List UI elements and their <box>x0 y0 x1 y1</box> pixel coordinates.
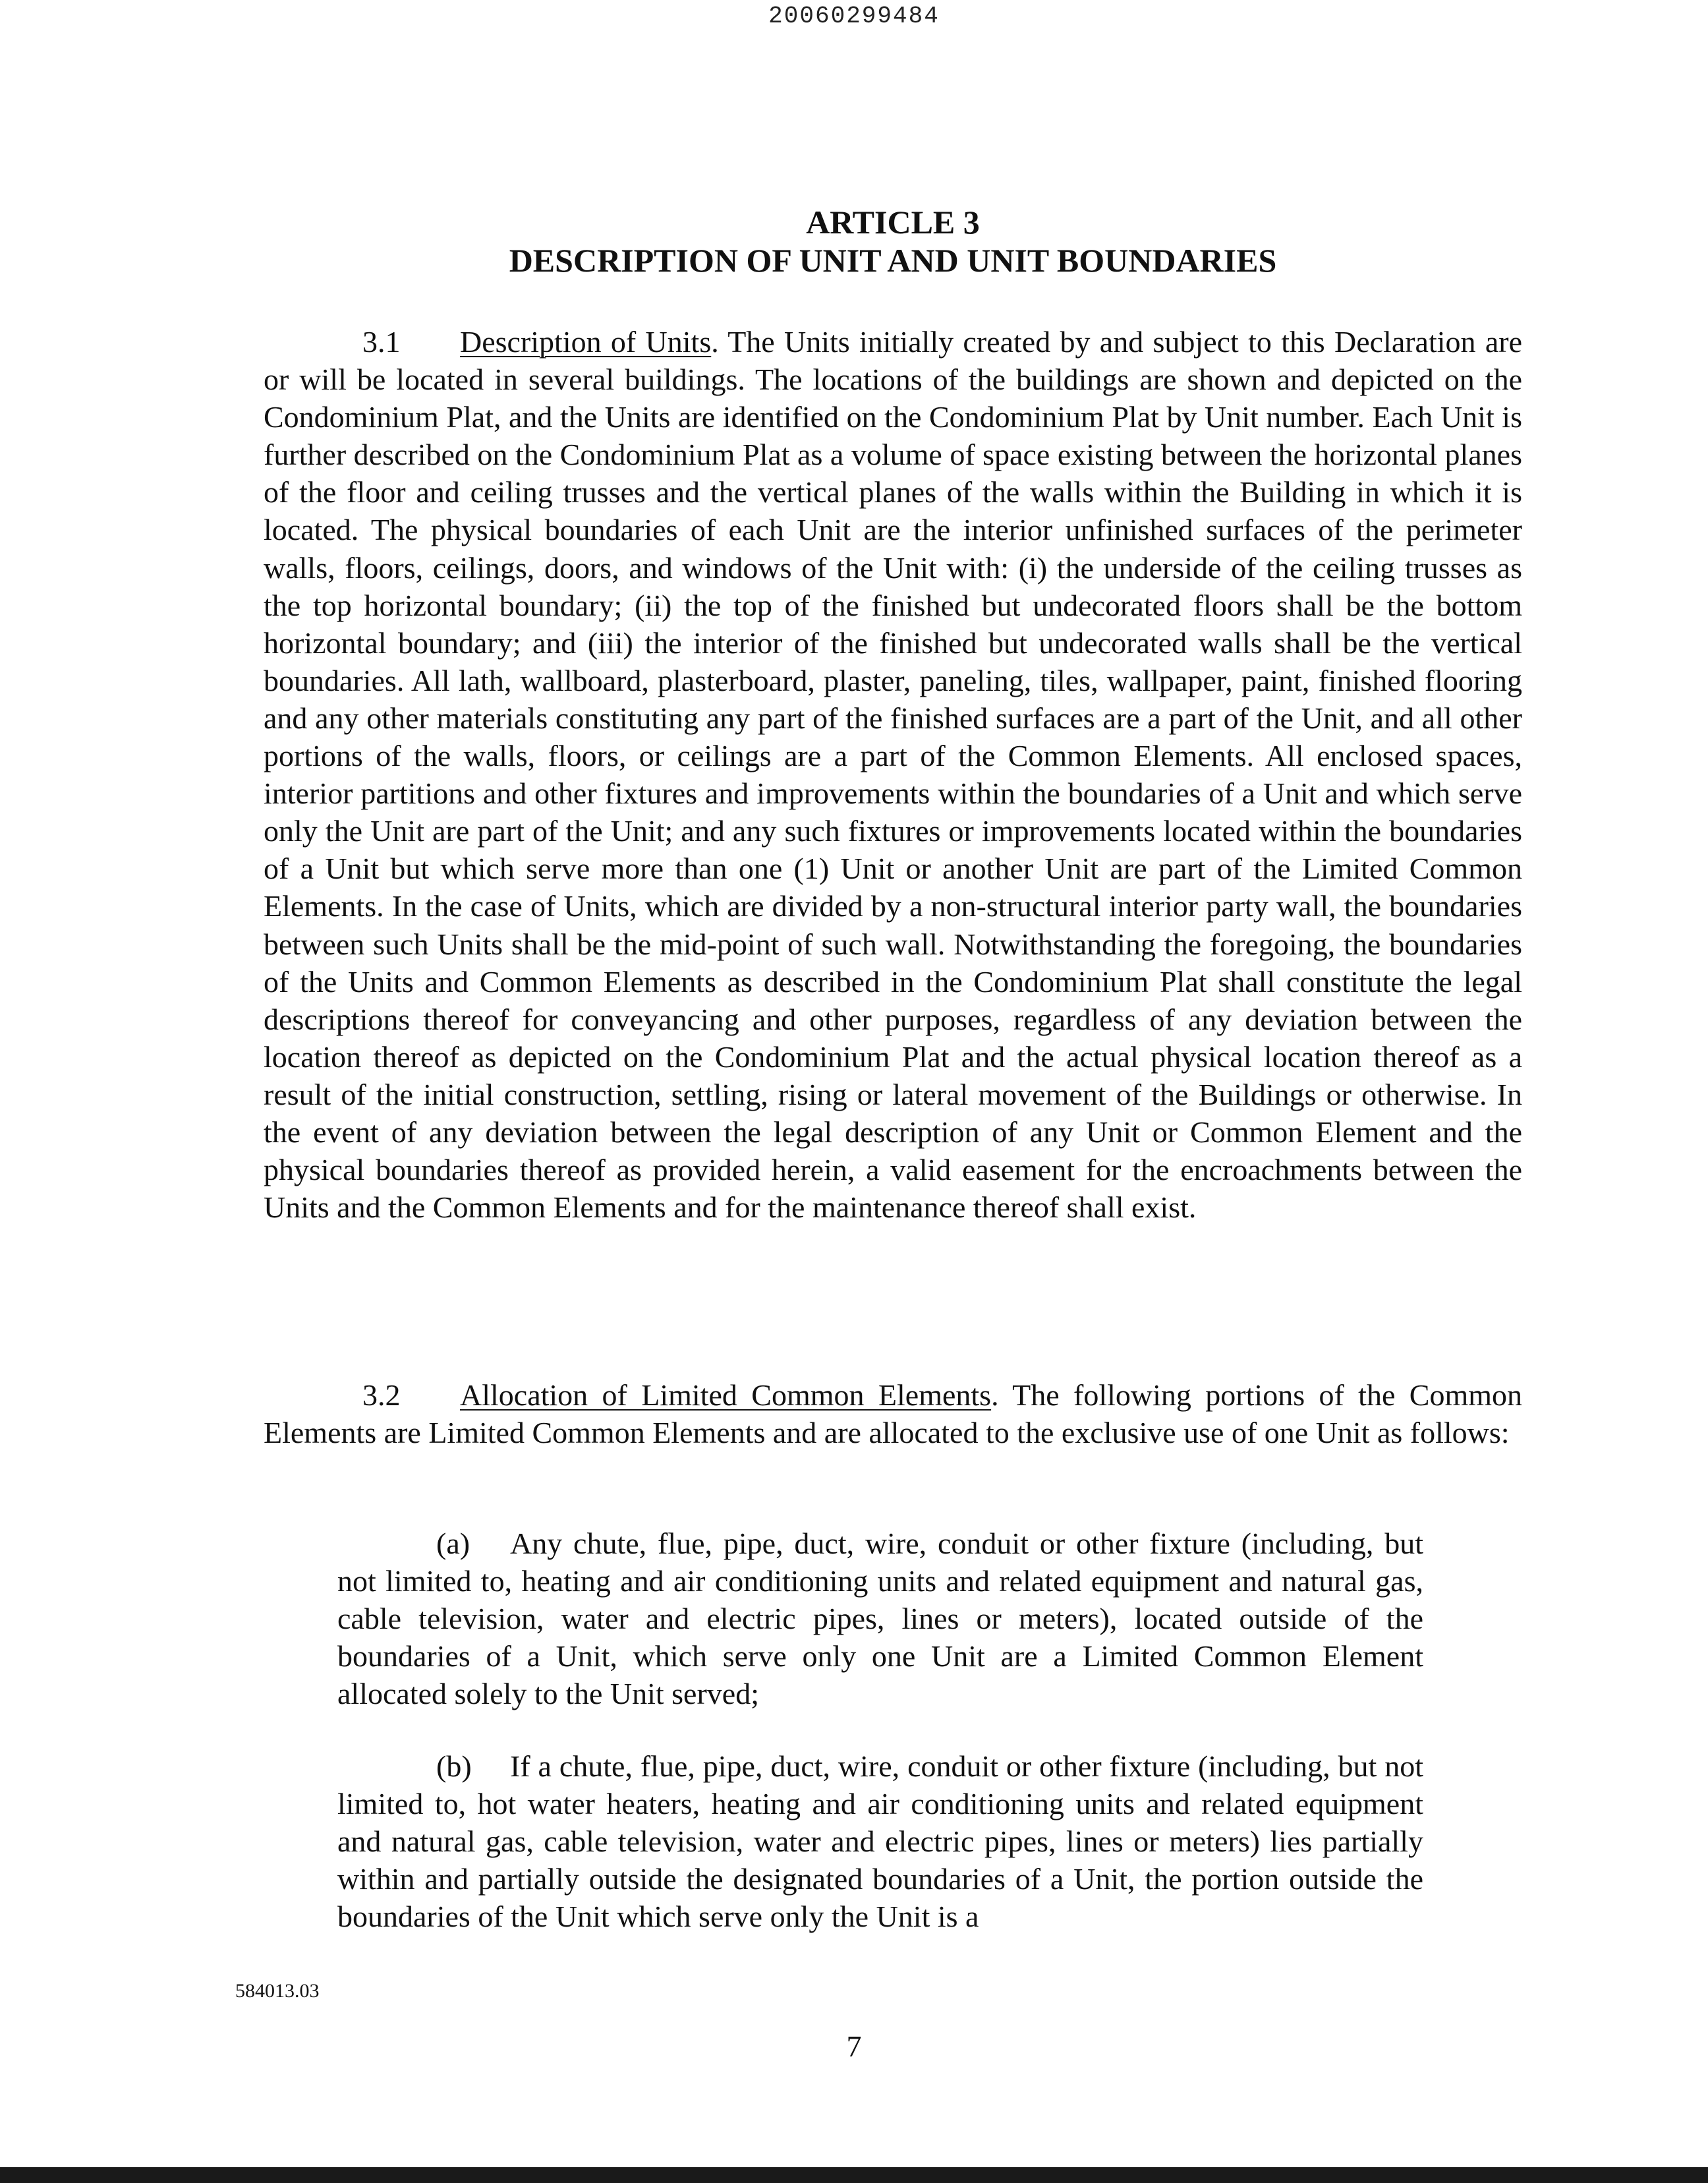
subsection-body: Any chute, flue, pipe, duct, wire, conduit or other fixture (including, but not limited to, heating and air conditioning units and related equipment and natural gas, cable television, water and electric pipes, lines or meters), located outside of the boundaries of a Unit, which serve only one Unit are a Limited Common Element allocated solely to the Unit served; <box>337 1527 1423 1711</box>
section-3-2-paragraph <box>264 1376 1522 1451</box>
subsection-letter: (a) <box>436 1527 470 1560</box>
document-number: 20060299484 <box>768 3 940 30</box>
footer-document-id: 584013.03 <box>235 1980 320 2002</box>
subsection-body: If a chute, flue, pipe, duct, wire, conduit or other fixture (including, but not limited to, hot water heaters, heating and air conditioning units and related equipment and natural gas, cable television, water and electric pipes, lines or meters) lies partially within and partially outside the designated boundaries of a Unit, the portion outside the boundaries of the Unit which serve only the Unit is a <box>337 1749 1423 1934</box>
section-body: . The following portions of the Common Elements are Limited Common Elements and are allocated to the exclusive use of one Unit as follows: <box>264 1378 1523 1450</box>
page-number: 7 <box>846 2029 862 2063</box>
article-heading <box>264 203 1522 279</box>
section-3-1-paragraph <box>264 323 1522 1226</box>
section-heading: Description of Units <box>460 325 712 359</box>
scan-bottom-border <box>0 2167 1708 2183</box>
subsection-a-paragraph <box>337 1525 1423 1712</box>
subsection-b-paragraph <box>337 1747 1423 1935</box>
section-body: . The Units initially created by and subject to this Declaration are or will be located in several buildings. The locations of the buildings are shown and depicted on the Condominium Plat, and the Units are identified on the Condominium Plat by Unit number. Each Unit is further described on the Condominium Plat as a volume of space existing between the horizontal planes of the floor and ceiling trusses and the vertical planes of the walls within the Building in which it is located. The physical boundaries of each Unit are the interior unfinished surfaces of the perimeter walls, floors, ceilings, doors, and windows of the Unit with: (i) the underside of the ceiling trusses as the top horizontal boundary; (ii) the top of the finished but undecorated floors shall be the bottom horizontal boundary; and (iii) the interior of the finished but undecorated walls shall be the vertical boundaries. All lath, wallboard, plasterboard, plaster, paneling, tiles, wallpaper, paint, finished flooring and any other materials constituting any part of the finished surfaces are a part of the Unit, and all other portions of the walls, floors, or ceilings are a part of the Common Elements. All enclosed spaces, interior partitions and other fixtures and improvements within the boundaries of a Unit and which serve only the Unit are part of the Unit; and any such fixtures or improvements located within the boundaries of a Unit but which serve more than one (1) Unit or another Unit are part of the Limited Common Elements. In the case of Units, which are divided by a non-structural interior party wall, the boundaries between such Units shall be the mid-point of such wall. Notwithstanding the foregoing, the boundaries of the Units and Common Elements as described in the Condominium Plat shall constitute the legal descriptions thereof for conveyancing and other purposes, regardless of any deviation between the location thereof as depicted on the Condominium Plat and the actual physical location thereof as a result of the initial construction, settling, rising or lateral movement of the Buildings or otherwise. In the event of any deviation between the legal description of any Unit or Common Element and the physical boundaries thereof as provided herein, a valid easement for the encroachments between the Units and the Common Elements and for the maintenance thereof shall exist. <box>264 325 1522 1225</box>
section-number: 3.2 <box>362 1378 401 1412</box>
article-subtitle: DESCRIPTION OF UNIT AND UNIT BOUNDARIES <box>509 242 1277 279</box>
subsection-letter: (b) <box>436 1749 472 1783</box>
article-title: ARTICLE 3 <box>806 204 980 241</box>
section-heading: Allocation of Limited Common Elements <box>460 1378 992 1412</box>
section-number: 3.1 <box>362 325 401 359</box>
